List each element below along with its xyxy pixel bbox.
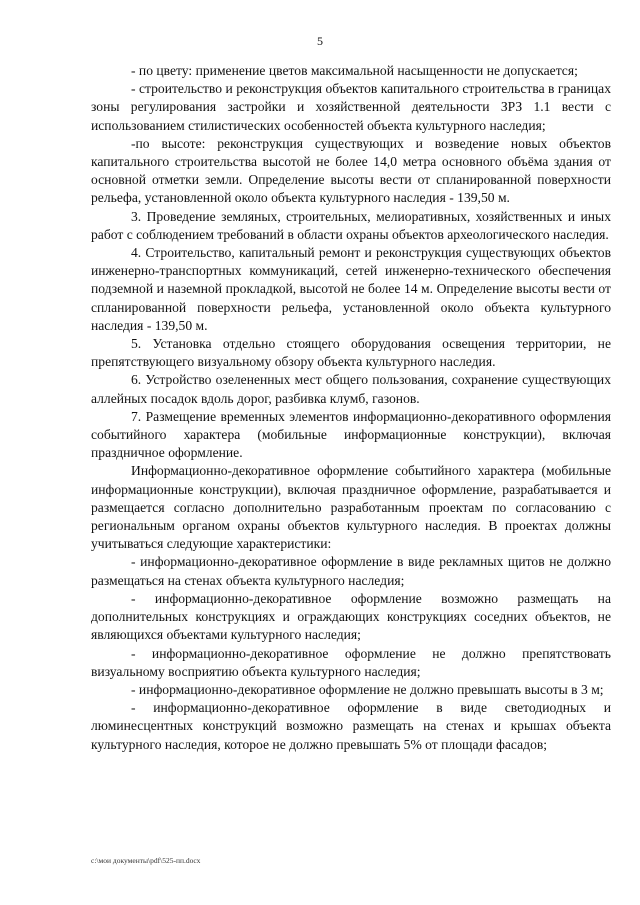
paragraph: -по высоте: реконструкция существующих и возведение новых объектов капитального строительства высотой не более 14,0 метра основного объёма здания от основной отметки земли. Определение высоты вести от спланированной поверхности рельефа, установленной около объекта культурного наследия - 139,50 м.: [91, 135, 611, 206]
file-path-footer: c:\мои документы\pdf\525-пп.docx: [91, 856, 201, 865]
paragraph: 5. Установка отдельно стоящего оборудования освещения территории, не препятствующего визуальному обзору объекта культурного наследия.: [91, 336, 611, 370]
paragraph: Информационно-декоративное оформление событийного характера (мобильные информационные конструкции), включая праздничное оформление, разрабатывается и размещается согласно дополнительно разработанным проектам по согласованию с региональным органом охраны объектов культурного наследия. В проектах должны учитываться следующие характеристики:: [91, 463, 611, 552]
document-body: [91, 62, 611, 754]
paragraph: - информационно-декоративное оформление в виде светодиодных и люминесцентных конструкций возможно размещать на стенах и крышах объекта культурного наследия, которое не должно превышать 5% от площади фасадов;: [91, 700, 611, 752]
paragraph: - информационно-декоративное оформление в виде рекламных щитов не должно размещаться на стенах объекта культурного наследия;: [91, 554, 611, 588]
paragraph: 3. Проведение земляных, строительных, мелиоративных, хозяйственных и иных работ с соблюдением требований в области охраны объектов археологического наследия.: [91, 208, 611, 242]
paragraph: - строительство и реконструкция объектов капитального строительства в границах зоны регулирования застройки и хозяйственной деятельности ЗРЗ 1.1 вести с использованием стилистических особенностей объекта культурного наследия;: [91, 81, 611, 133]
paragraph: 6. Устройство озелененных мест общего пользования, сохранение существующих аллейных посадок вдоль дорог, разбивка клумб, газонов.: [91, 372, 611, 406]
page-number: 5: [317, 34, 323, 48]
paragraph: 4. Строительство, капитальный ремонт и реконструкция существующих объектов инженерно-транспортных коммуникаций, сетей инженерно-технического обеспечения подземной и наземной прокладкой, высотой не более 14 м. Определение высоты вести от спланированной поверхности рельефа, установленной около объекта культурного наследия - 139,50 м.: [91, 245, 611, 333]
paragraph: - по цвету: применение цветов максимальной насыщенности не допускается;: [131, 63, 578, 78]
paragraph: - информационно-декоративное оформление не должно препятствовать визуальному восприятию объекта культурного наследия;: [91, 645, 611, 679]
paragraph: - информационно-декоративное оформление не должно превышать высоты в 3 м;: [131, 681, 604, 697]
paragraph: - информационно-декоративное оформление возможно размещать на дополнительных конструкциях и ограждающих конструкциях соседних объектов, не являющихся объектами культурного наследия;: [91, 590, 611, 643]
paragraph: 7. Размещение временных элементов информационно-декоративного оформления событийного характера (мобильные информационные конструкции), включая праздничное оформление.: [91, 408, 611, 461]
